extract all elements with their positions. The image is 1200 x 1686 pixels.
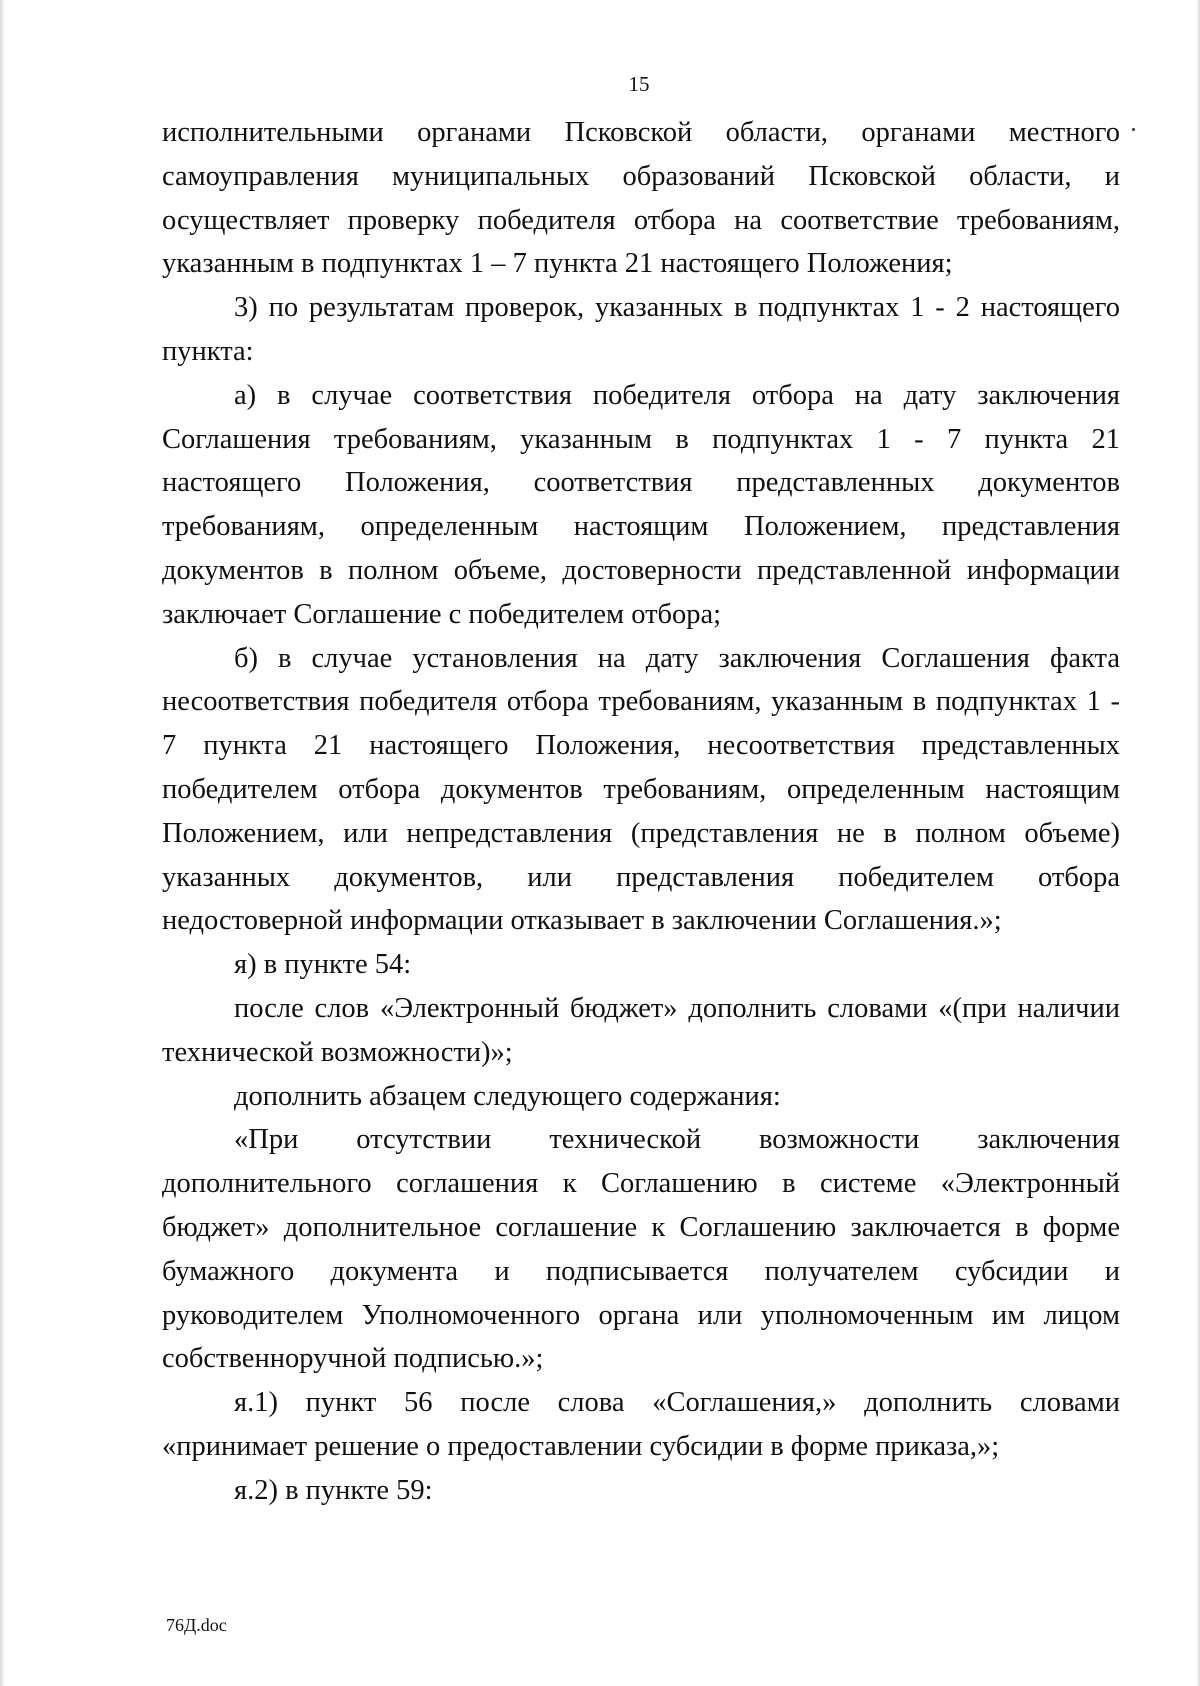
paragraph-item-3: 3) по результатам проверок, указанных в подпунктах 1 - 2 настоящего пункта:	[162, 292, 1120, 367]
scan-edge-right	[1195, 0, 1200, 1686]
paragraph-item-ya1: я.1) пункт 56 после слова «Соглашения,» дополнить словами «принимает решение о предоставлении субсидии в форме приказа,»;	[162, 1387, 1120, 1462]
paragraph-quoted-clause: «При отсутствии технической возможности заключения дополнительного соглашения к Соглашению в системе «Электронный бюджет» дополнительное соглашение к Соглашению заключается в форме бумажного документа и подписывается получателем субсидии и руководителем Уполномоченного органа или уполномоченным им лицом собственноручной подписью.»;	[162, 1124, 1120, 1375]
paragraph-insert-words: после слов «Электронный бюджет» дополнить словами «(при наличии технической возможности)»;	[162, 992, 1120, 1068]
paragraph-item-ya: я) в пункте 54:	[234, 949, 412, 981]
paragraph-item-ya2: я.2) в пункте 59:	[234, 1474, 433, 1506]
paragraph-add-clause: дополнить абзацем следующего содержания:	[234, 1080, 781, 1112]
footer-file-code: 76Д.doc	[166, 1615, 227, 1635]
scan-speck	[1132, 128, 1135, 131]
paragraph-continuation: исполнительными органами Псковской области, органами местного самоуправления муниципальных образований Псковской области, и осуществляет проверку победителя отбора на соответствие требованиям, указанным в подпунктах 1 – 7 пункта 21 настоящего Положения;	[162, 117, 1120, 280]
page-number: 15	[628, 72, 650, 96]
paragraph-item-b: б) в случае установления на дату заключения Соглашения факта несоответствия победителя отбора требованиям, указанным в подпунктах 1 - 7 пункта 21 настоящего Положения, несоответствия представленных победителем отбора документов требованиям, определенным настоящим Положением, или непредставления (представления не в полном объеме) указанных документов, или представления победителем отбора недостоверной информации отказывает в заключении Соглашения.»;	[162, 642, 1120, 937]
document-body	[162, 111, 1120, 1513]
paragraph-item-a: а) в случае соответствия победителя отбора на дату заключения Соглашения требованиям, указанным в подпунктах 1 - 7 пункта 21 настоящего Положения, соответствия представленных документов требованиям, определенным настоящим Положением, представления документов в полном объеме, достоверности представленной информации заключает Соглашение с победителем отбора;	[162, 379, 1120, 630]
scan-edge-left	[0, 0, 6, 1686]
